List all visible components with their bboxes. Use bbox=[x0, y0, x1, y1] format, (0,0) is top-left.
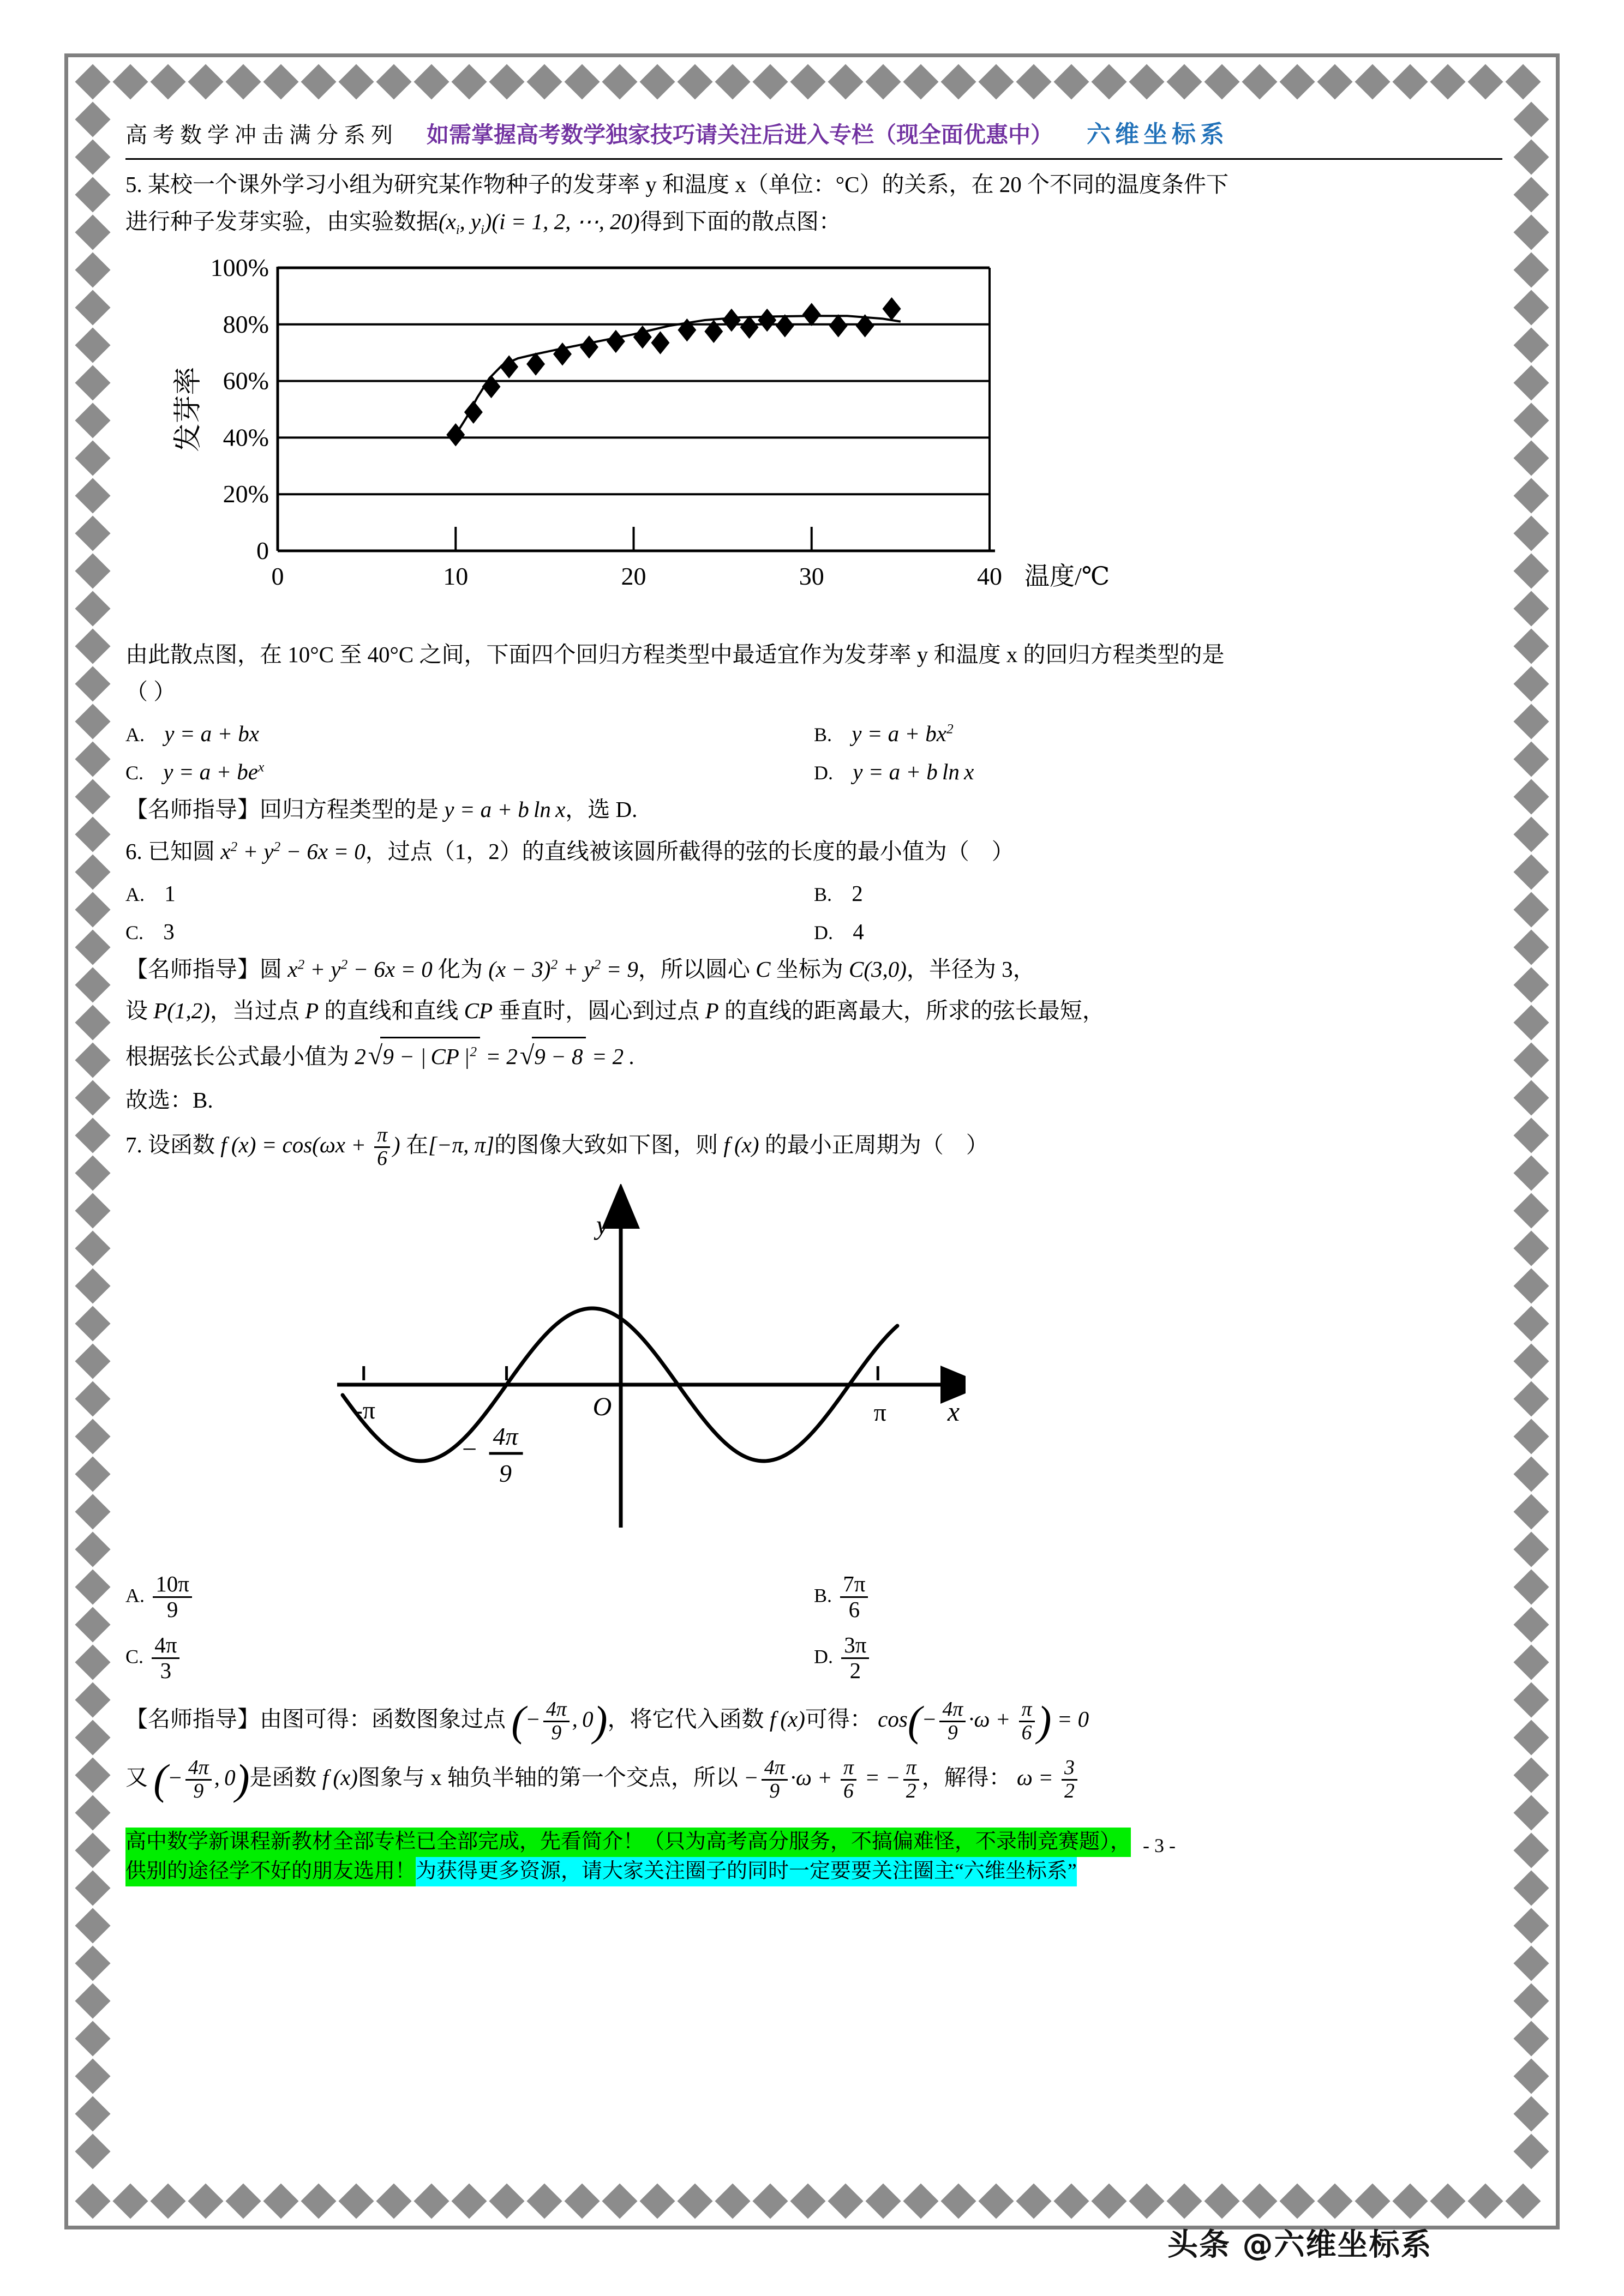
q7-option-b[interactable] bbox=[814, 1572, 1502, 1621]
q5-solution-prefix: 【名师指导】 bbox=[125, 797, 260, 822]
q6-option-d-label: D. bbox=[814, 921, 833, 943]
q7-sol2-c: 图象与 x 轴负半轴的第一个交点，所以 bbox=[357, 1764, 738, 1790]
q5-option-b-expr: $y = a + bx^2$ bbox=[852, 721, 954, 747]
footer-line1: 高中数学新课程新教材全部专栏已全部完成，先看简介！（只为高考高分服务，不搞偏难怪，不录制竞赛题）， bbox=[125, 1828, 1131, 1857]
q5-options-row1 bbox=[125, 720, 1502, 747]
q6-option-d-value: 4 bbox=[853, 918, 864, 944]
q7-option-c-num: 4π bbox=[154, 1632, 177, 1658]
q6-options-row1 bbox=[125, 880, 1502, 906]
cos-tick-label-pi: π bbox=[873, 1398, 886, 1427]
q7-sol1-fx: f (x) bbox=[769, 1706, 805, 1732]
border-diamond bbox=[1513, 2058, 1549, 2094]
q5-stem-line2-pre: 进行种子发芽实验，由实验数据 bbox=[125, 209, 439, 235]
q6-option-b[interactable] bbox=[814, 880, 1502, 906]
x-tick-label: 40 bbox=[977, 562, 1002, 590]
scatter-point bbox=[740, 315, 759, 339]
q5-option-d-expr: y = a + b ln x bbox=[853, 759, 974, 785]
cos-tick-denominator: 9 bbox=[499, 1459, 512, 1488]
x-tick-label: 20 bbox=[621, 562, 646, 590]
q7-option-c[interactable] bbox=[125, 1633, 814, 1682]
scatter-point bbox=[464, 400, 483, 424]
q7-solution-line2 bbox=[125, 1757, 1502, 1802]
cosine-function-graph bbox=[322, 1184, 966, 1560]
q7-option-d-den: 2 bbox=[841, 1657, 869, 1682]
q7-sol2-b: 是函数 bbox=[249, 1764, 317, 1790]
header-divider bbox=[125, 158, 1502, 160]
q5-question-line2: （ ） bbox=[125, 678, 176, 704]
q7-solution-prefix: 【名师指导】 bbox=[125, 1706, 260, 1732]
scatter-point bbox=[580, 335, 598, 359]
q7-sol2-point: (− $\frac{4\pi}{9}$ , 0) bbox=[153, 1756, 250, 1804]
footer-line1-row bbox=[125, 1828, 1502, 1857]
q7-stem: 7. 设函数 f (x) = cos(ωx + $\frac{\pi}{6}$ ) 在[−π, π]的图像大致如下图，则 f (x) 的最小正周期为（ ） bbox=[125, 1123, 988, 1170]
q6-options-row2 bbox=[125, 918, 1502, 945]
border-diamond bbox=[1513, 1983, 1549, 2018]
q7-sol1-equation: cos(− $\frac{4\pi}{9}$ ·ω + $\frac{\pi}{6}$ ) = 0 bbox=[878, 1698, 1089, 1745]
q7-option-c-label: C. bbox=[125, 1645, 144, 1668]
footer-line2-row bbox=[125, 1857, 1502, 1886]
q5-solution-expr: y = a + b ln x bbox=[444, 797, 566, 822]
scatter-point bbox=[802, 303, 821, 326]
scatter-point bbox=[446, 423, 465, 447]
q6-solution-line1: 【名师指导】圆 $x^2 + y^2 - 6x = 0$ 化为 $(x - 3)^2 + y^2 = 9$，所以圆心 C 坐标为 C(3,0)，半径为 3， bbox=[125, 956, 1035, 982]
q7-option-a-num: 10π bbox=[155, 1571, 189, 1597]
q5-data-expression: ($x_i$, $y_i)(i = 1$, 2, ⋯, 20) bbox=[439, 209, 640, 238]
q7-option-a-label: A. bbox=[125, 1584, 145, 1607]
q5-option-b-label: B. bbox=[814, 724, 832, 746]
q7-options-row1 bbox=[125, 1572, 1502, 1621]
footer-line2-green: 供别的途径学不好的朋友选用！ bbox=[125, 1857, 416, 1886]
y-tick-label: 0 bbox=[256, 536, 269, 564]
q7-sol1-c: 可得： bbox=[805, 1706, 872, 1732]
q7-sol2-d: ，解得： bbox=[921, 1764, 1011, 1790]
page-header bbox=[125, 83, 1502, 149]
q7-sol2-a: 又 bbox=[125, 1764, 148, 1790]
cos-y-axis-label: y bbox=[596, 1210, 609, 1241]
q5-solution bbox=[125, 792, 1502, 826]
y-tick-label: 40% bbox=[223, 423, 269, 452]
scatter-point bbox=[883, 297, 901, 321]
q7-option-a-den: 9 bbox=[153, 1596, 192, 1621]
q6-option-d[interactable] bbox=[814, 918, 1502, 945]
q7-option-b-label: B. bbox=[814, 1584, 832, 1607]
y-tick-label: 60% bbox=[223, 366, 269, 395]
q7-option-b-den: 6 bbox=[840, 1596, 868, 1621]
header-brand-name: 六维坐标系 bbox=[1087, 121, 1229, 148]
q6-solution-line2: 设 P(1,2)，当过点 P 的直线和直线 CP 垂直时，圆心到过点 P 的直线的距离最大，所求的弦长最短， bbox=[125, 998, 1105, 1024]
q5-option-d-label: D. bbox=[814, 762, 833, 784]
q7-option-a[interactable] bbox=[125, 1572, 814, 1621]
scatter-point bbox=[722, 308, 741, 332]
border-diamond bbox=[1513, 2021, 1549, 2056]
q6-option-c-value: 3 bbox=[163, 918, 175, 944]
q5-stem-line2 bbox=[125, 205, 1502, 240]
border-diamond bbox=[1513, 1945, 1549, 1981]
germination-scatter-chart bbox=[160, 254, 1197, 630]
page-number: - 3 - bbox=[1143, 1834, 1176, 1856]
cos-origin-label: O bbox=[592, 1392, 612, 1422]
y-tick-label: 80% bbox=[223, 310, 269, 338]
border-diamond bbox=[1513, 1908, 1549, 1943]
q5-option-a[interactable] bbox=[125, 720, 814, 747]
q6-option-b-label: B. bbox=[814, 883, 832, 905]
scatter-point bbox=[607, 329, 625, 353]
footer-line2-cyan: 为获得更多资源，请大家关注圈子的同时一定要要关注圈主“六维坐标系” bbox=[416, 1857, 1077, 1886]
q7-sol1-point: (− $\frac{4\pi}{9}$ , 0) bbox=[511, 1698, 608, 1745]
q5-option-a-expr: y = a + bx bbox=[164, 721, 259, 747]
border-diamond bbox=[1513, 2133, 1549, 2169]
regression-curve bbox=[456, 316, 901, 435]
q7-sol1-b: ，将它代入函数 bbox=[607, 1706, 764, 1732]
scatter-plot-svg bbox=[160, 254, 1197, 630]
q5-option-c-expr: $y = a + be^x$ bbox=[163, 759, 265, 785]
q7-solution-line1 bbox=[125, 1699, 1502, 1744]
cos-x-axis-label: x bbox=[947, 1396, 960, 1427]
scatter-point bbox=[482, 375, 501, 398]
q7-sol2-equation: − $\frac{4\pi}{9}$ ·ω + $\frac{\pi}{6}$ = − $\frac{\pi}{2}$ bbox=[744, 1765, 921, 1790]
q5-option-a-label: A. bbox=[125, 724, 145, 746]
y-tick-label: 20% bbox=[223, 479, 269, 508]
cos-tick-minus-sign: − bbox=[462, 1435, 477, 1464]
q5-solution-tail: ，选 D. bbox=[565, 797, 638, 822]
q6-option-b-value: 2 bbox=[852, 880, 863, 906]
scatter-point bbox=[553, 342, 572, 366]
footer-banner bbox=[125, 1828, 1502, 1886]
q7-option-b-num: 7π bbox=[843, 1571, 866, 1597]
q6-answer: 故选：B. bbox=[125, 1087, 213, 1113]
scatter-point bbox=[758, 308, 776, 332]
scatter-point bbox=[829, 314, 848, 338]
q5-option-c-label: C. bbox=[125, 762, 144, 784]
watermark-text: 头条 @六维坐标系 bbox=[1167, 2227, 1433, 2263]
q7-options-row2 bbox=[125, 1633, 1502, 1682]
page-content bbox=[94, 83, 1534, 1886]
q6-option-c[interactable] bbox=[125, 918, 814, 945]
q7-option-c-fraction bbox=[152, 1633, 179, 1682]
q7-sol2-result: ω = $\frac{3}{2}$ bbox=[1017, 1765, 1080, 1790]
q7-option-d-fraction bbox=[841, 1633, 869, 1682]
q6-option-a-value: 1 bbox=[164, 880, 176, 906]
q6-chord-formula: 2√9 − | CP $|^2 = 2√9 - 8 = 2$ . bbox=[355, 1044, 634, 1069]
q7-option-c-den: 3 bbox=[152, 1657, 179, 1682]
q5-options-row2 bbox=[125, 759, 1502, 785]
q6-stem: 6. 已知圆 $x^2 + y^2 - 6x = 0$，过点（1，2）的直线被该圆所截得的弦的长度的最小值为（ ） bbox=[125, 838, 1014, 864]
q5-option-b[interactable] bbox=[814, 720, 1502, 747]
cosine-graph-svg bbox=[322, 1184, 966, 1560]
q5-question-line1: 由此散点图，在 10°C 至 40°C 之间，下面四个回归方程类型中最适宜作为发芽率 y 和温度 x 的回归方程类型的是 bbox=[125, 641, 1225, 667]
q7-sol1-a: 由图可得：函数图象过点 bbox=[260, 1706, 506, 1732]
q6-solution-prefix: 【名师指导】 bbox=[125, 956, 260, 982]
q5-option-d[interactable] bbox=[814, 759, 1502, 785]
q6-option-c-label: C. bbox=[125, 921, 144, 943]
q5-stem-line2-post: 得到下面的散点图： bbox=[639, 209, 841, 235]
y-axis-title: 发芽率 bbox=[173, 366, 204, 452]
header-series-label: 高考数学冲击满分系列 bbox=[125, 123, 398, 147]
q7-sol2-fx: f (x) bbox=[322, 1764, 358, 1790]
q6-solution-line3-pre: 根据弦长公式最小值为 bbox=[125, 1043, 349, 1069]
x-axis-title: 温度/℃ bbox=[1024, 562, 1110, 590]
cos-tick-numerator: 4π bbox=[493, 1422, 518, 1451]
border-diamond bbox=[1513, 2096, 1549, 2131]
q6-option-a[interactable] bbox=[125, 880, 814, 906]
x-tick-label: 10 bbox=[443, 562, 469, 590]
scatter-point bbox=[651, 331, 669, 354]
x-tick-label: 30 bbox=[799, 562, 824, 590]
header-promo-text: 如需掌握高考数学独家技巧请关注后进入专栏（现全面优惠中） bbox=[427, 122, 1053, 148]
q6-option-a-label: A. bbox=[125, 883, 145, 905]
scatter-point bbox=[633, 326, 652, 349]
q7-option-d-num: 3π bbox=[844, 1632, 867, 1658]
q7-option-b-fraction bbox=[840, 1572, 868, 1621]
q5-option-c[interactable] bbox=[125, 759, 814, 785]
q7-option-a-fraction bbox=[153, 1572, 192, 1621]
q5-stem-line1: 5. 某校一个课外学习小组为研究某作物种子的发芽率 y 和温度 x（单位：°C）的关系，在 20 个不同的温度条件下 bbox=[125, 172, 1229, 197]
scatter-point bbox=[776, 314, 794, 338]
q5-solution-text: 回归方程类型的是 bbox=[260, 797, 439, 822]
cos-tick-label-neg-pi: -π bbox=[354, 1396, 376, 1425]
q7-option-d[interactable] bbox=[814, 1633, 1502, 1682]
q7-option-d-label: D. bbox=[814, 1645, 833, 1668]
x-tick-label: 0 bbox=[271, 562, 284, 590]
q6-solution-line3 bbox=[125, 1036, 1502, 1076]
y-tick-label: 100% bbox=[210, 253, 269, 281]
